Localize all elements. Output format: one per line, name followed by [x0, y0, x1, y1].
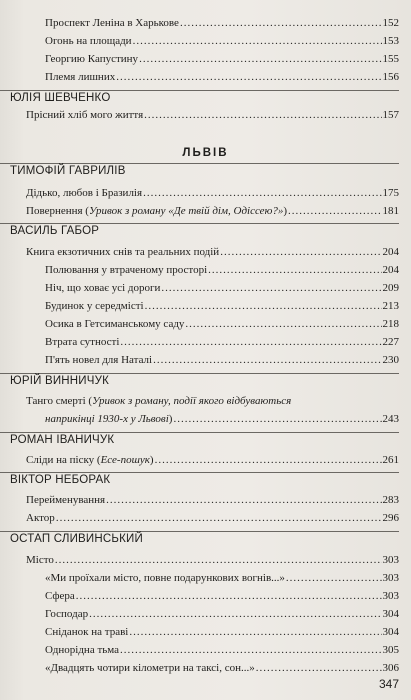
toc-entry — [26, 203, 399, 219]
entry-page: 181 — [382, 205, 399, 217]
toc-entry — [45, 570, 399, 586]
dot-leader — [155, 452, 382, 468]
entry-page: 155 — [382, 53, 399, 65]
entry-title: «Двадцять чотири кілометри на таксі, сон...» — [45, 662, 255, 674]
toc-entry — [45, 262, 399, 278]
dot-leader — [133, 33, 382, 49]
section-heading: ЛЬВІВ — [182, 147, 229, 159]
author-name: РОМАН ІВАНИЧУК — [10, 434, 115, 446]
divider — [0, 531, 399, 532]
toc-entry — [26, 244, 399, 260]
dot-leader — [55, 552, 382, 568]
entry-page: 283 — [382, 494, 399, 506]
dot-leader — [56, 510, 382, 526]
entry-page: 227 — [382, 336, 399, 348]
entry-title-italic: Есе-пошук — [100, 454, 150, 466]
toc-entry — [26, 492, 399, 508]
entry-page: 306 — [382, 662, 399, 674]
entry-title-italic: наприкінці 1930-х у Львові — [45, 413, 169, 425]
toc-entry — [45, 352, 399, 368]
entry-title: Актор — [26, 512, 55, 524]
entry-page: 157 — [382, 109, 399, 121]
toc-entry — [45, 69, 399, 85]
entry-title: Танго смерті ( — [26, 395, 93, 407]
dot-leader — [129, 624, 381, 640]
entry-page: 304 — [382, 608, 399, 620]
entry-title: Книга екзотичних снів та реальних подій — [26, 246, 220, 258]
entry-page: 261 — [382, 454, 399, 466]
dot-leader — [220, 244, 381, 260]
entry-title-plain: Сліди на піску ( — [26, 454, 101, 466]
entry-page: 304 — [382, 626, 399, 638]
dot-leader — [286, 570, 382, 586]
entry-title: Будинок у середмісті — [45, 300, 144, 312]
entry-title: Племя лишних — [45, 71, 116, 83]
entry-title: «Ми проїхали місто, повне подарункових вогнів...» — [45, 572, 285, 584]
entry-title-end: ) — [149, 454, 154, 466]
toc-entry — [45, 624, 399, 640]
entry-page: 156 — [382, 71, 399, 83]
toc-entry — [26, 452, 399, 468]
toc-entry — [45, 606, 399, 622]
entry-title-cont — [45, 411, 172, 427]
toc-entry — [26, 107, 399, 123]
author-name: ТИМОФІЙ ГАВРИЛІВ — [10, 165, 126, 177]
toc-entry — [45, 334, 399, 350]
entry-page: 153 — [382, 35, 399, 47]
dot-leader — [139, 51, 381, 67]
toc-entry — [45, 316, 399, 332]
entry-title: Перейменування — [26, 494, 106, 506]
divider — [0, 163, 399, 164]
entry-title: Місто — [26, 554, 54, 566]
dot-leader — [145, 298, 382, 314]
toc-entry — [45, 51, 399, 67]
author-name: ОСТАП СЛИВИНСЬКИЙ — [10, 533, 143, 545]
dot-leader — [144, 107, 381, 123]
entry-page: 303 — [382, 590, 399, 602]
entry-page: 230 — [382, 354, 399, 366]
entry-page: 243 — [382, 413, 399, 425]
page-number: 347 — [378, 677, 399, 691]
author-name: ЮЛІЯ ШЕВЧЕНКО — [10, 92, 111, 104]
dot-leader — [208, 262, 381, 278]
entry-page: 175 — [382, 187, 399, 199]
entry-title: Господар — [45, 608, 89, 620]
entry-page: 305 — [382, 644, 399, 656]
toc-entry — [45, 411, 399, 427]
entry-title: Дідько, любов і Бразилія — [26, 187, 143, 199]
entry-title: Георгию Капустину — [45, 53, 139, 65]
entry-title: Прісний хліб мого життя — [26, 109, 144, 121]
entry-title-italic: Уривок з роману «Де твій дім, Одіссею?» — [88, 205, 284, 217]
dot-leader — [120, 334, 381, 350]
entry-page: 204 — [382, 264, 399, 276]
entry-title — [26, 203, 287, 219]
divider — [0, 223, 399, 224]
entry-page: 213 — [382, 300, 399, 312]
dot-leader — [120, 642, 381, 658]
entry-page: 296 — [382, 512, 399, 524]
entry-title: Втрата сутності — [45, 336, 120, 348]
entry-title: Огонь на площади — [45, 35, 132, 47]
dot-leader — [180, 15, 382, 31]
entry-title: Осика в Гетсиманському саду — [45, 318, 185, 330]
entry-page: 209 — [382, 282, 399, 294]
entry-page: 303 — [382, 554, 399, 566]
entry-title: П'ять новел для Наталі — [45, 354, 153, 366]
entry-title-end: ) — [168, 413, 173, 425]
toc-entry — [45, 298, 399, 314]
entry-title — [26, 452, 154, 468]
dot-leader — [153, 352, 381, 368]
entry-title: Однорідна тьма — [45, 644, 120, 656]
dot-leader — [106, 492, 381, 508]
toc-entry — [45, 642, 399, 658]
dot-leader — [173, 411, 381, 427]
entry-page: 152 — [382, 17, 399, 29]
entry-title: Ніч, що ховає усі дороги — [45, 282, 161, 294]
dot-leader — [143, 185, 381, 201]
author-name: ЮРІЙ ВИННИЧУК — [10, 375, 110, 387]
dot-leader — [89, 606, 381, 622]
entry-page: 303 — [382, 572, 399, 584]
dot-leader — [116, 69, 381, 85]
divider — [0, 432, 399, 433]
toc-entry — [26, 185, 399, 201]
entry-title: Сфера — [45, 590, 75, 602]
entry-title: Полювання у втраченому просторі — [45, 264, 208, 276]
entry-title-end: ) — [283, 205, 287, 217]
dot-leader — [256, 660, 382, 676]
dot-leader — [76, 588, 382, 604]
author-name: ВАСИЛЬ ГАБОР — [10, 225, 100, 237]
dot-leader — [161, 280, 381, 296]
dot-leader — [185, 316, 381, 332]
divider — [0, 472, 399, 473]
toc-entry — [26, 552, 399, 568]
dot-leader — [288, 203, 382, 219]
toc-entry — [45, 660, 399, 676]
toc-entry — [45, 280, 399, 296]
author-name: ВІКТОР НЕБОРАК — [10, 474, 111, 486]
toc-entry — [45, 588, 399, 604]
entry-title: Сніданок на траві — [45, 626, 129, 638]
toc-entry — [26, 510, 399, 526]
toc-entry — [45, 33, 399, 49]
entry-page: 204 — [382, 246, 399, 258]
entry-title-plain: Повернення ( — [26, 205, 89, 217]
toc-entry-first-line — [26, 393, 399, 409]
entry-page: 218 — [382, 318, 399, 330]
toc-entry — [45, 15, 399, 31]
entry-title: Проспект Леніна в Харькове — [45, 17, 179, 29]
entry-title-italic: Уривок з роману, події якого відбуваються — [92, 395, 292, 407]
divider — [0, 90, 399, 91]
divider — [0, 373, 399, 374]
